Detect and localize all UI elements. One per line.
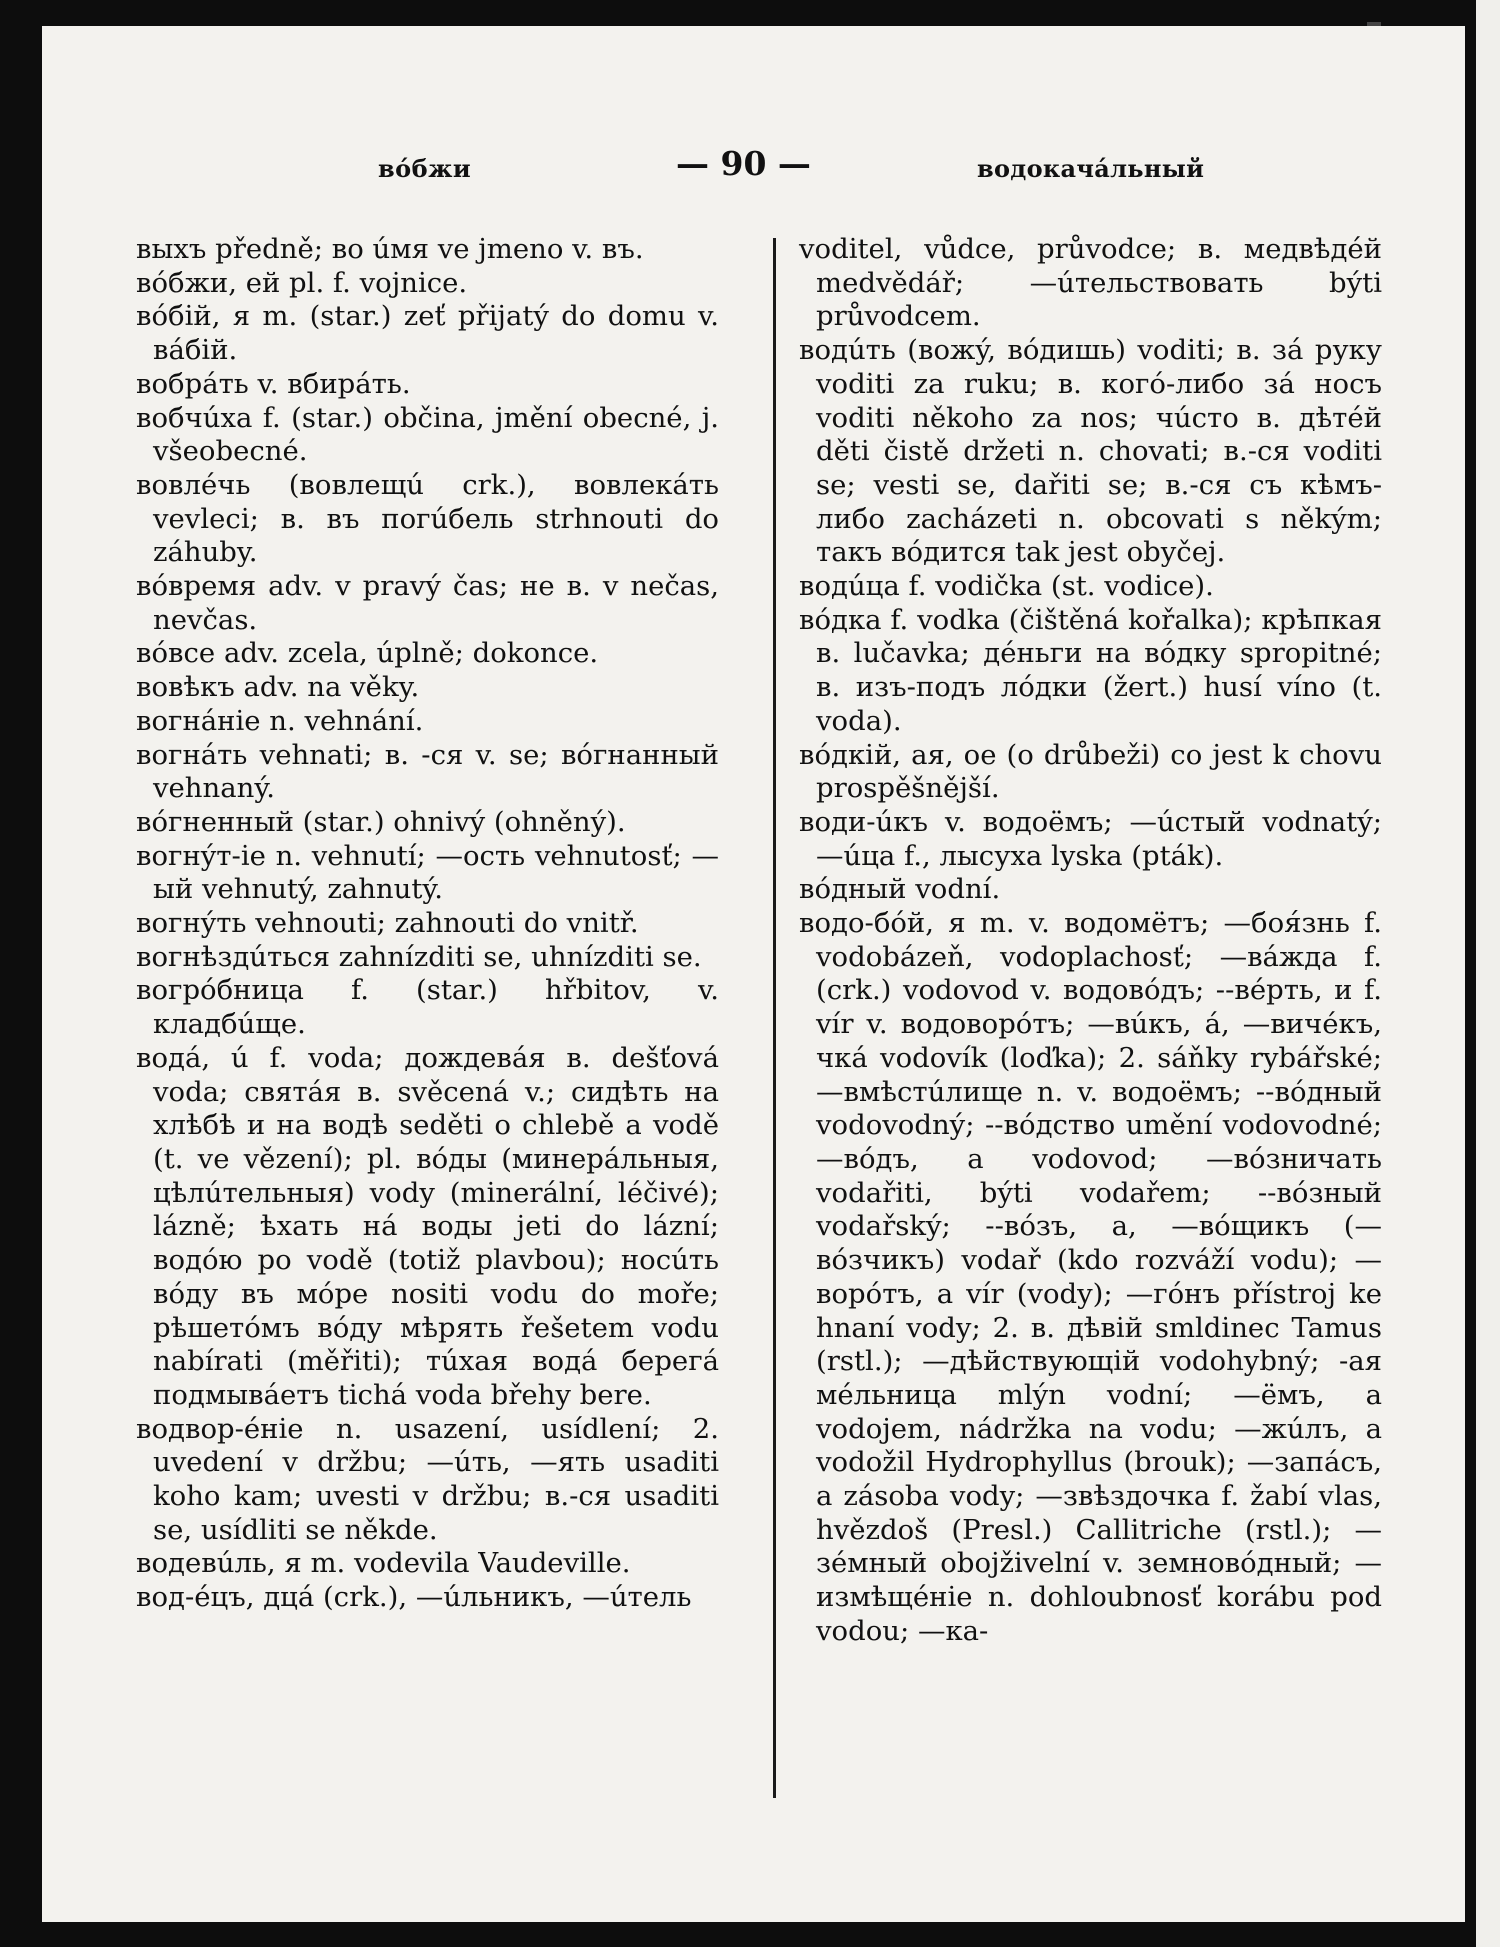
dictionary-entry: водо-бóй, я m. v. водомётъ; —боя́знь f. vodobázeň, vodoplachosť; —вáжда f. (crk.) vodovod v. водовóдъ; --вéрть, и f. vír v. водоворóтъ; —вúкъ, á, —вичéкъ, чкá vodovík (loďka); 2. sáňky rybářské; —вмѣстúлище n. v. водоёмъ; --вóдный vodovodný; --вóдство umění vodovodné; —вóдъ, a vodovod; —вóзничать vodařiti, býti vodařem; --вóзный vodařský; --вóзъ, а, —вóщикъ (—вóзчикъ) vodař (kdo rozváží vodu); —ворóтъ, а vír (vody); —гóнъ přístroj ke hnaní vody; 2. в. дѣвій smldinec Tamus (rstl.); —дѣйствующій vodohybný; -ая мéльница mlýn vodní; —ёмъ, a vodojem, nádržka na vodu; —жúлъ, a vodožil Hydrophyllus (brouk); —запáсъ, a zásoba vody; —звѣздочка f. žabí vlas, hvězdoš (Presl.) Callitriche (rstl.); —зéмный obojživelní v. земновóдный; —измѣщéніе n. dohloubnosť korábu pod vodou; —ка- bbox=[799, 907, 1382, 1647]
dictionary-entry: вод-éцъ, дцá (crk.), —úльникъ, —úтель bbox=[136, 1581, 692, 1614]
dictionary-entry: выхъ předně; во úмя ve jmeno v. въ. bbox=[136, 233, 644, 265]
dictionary-entry: voditel, vůdce, průvodce; в. медвѣдéй medvědář; —úтельствовать býti průvodcem. bbox=[799, 233, 1382, 333]
dictionary-entry: вовлéчь (вовлещú crk.), вовлекáть vevleci; в. въ погúбель strhnouti do záhuby. bbox=[136, 468, 719, 569]
dictionary-entry: вóгненный (star.) ohnivý (ohněný). bbox=[136, 805, 626, 838]
dictionary-entry: вóвремя adv. v pravý čas; не в. v nečas, nevčas. bbox=[136, 570, 719, 636]
dictionary-entry: водевúль, я m. vodevila Vaudeville. bbox=[136, 1547, 631, 1580]
dictionary-entry: водвор-éніе n. usazení, usídlení; 2. uvedení v držbu; —úть, —ять usaditi koho kam; uvesti v držbu; в.-ся usaditi se, usídliti se někde. bbox=[136, 1412, 719, 1546]
left-guide-word: вóбжи bbox=[378, 154, 472, 183]
page-number: — 90 — bbox=[676, 144, 811, 183]
dictionary-entry: вобрáть v. вбирáть. bbox=[136, 367, 411, 400]
column-divider bbox=[773, 238, 776, 1798]
dictionary-entry: вовѣкъ adv. na věky. bbox=[136, 671, 420, 704]
dictionary-entry: вогрóбница f. (star.) hřbitov, v. кладбúще. bbox=[136, 974, 719, 1041]
dictionary-entry: вóдный vodní. bbox=[799, 873, 1001, 906]
dictionary-entry: води-úкъ v. водоёмъ; —úстый vodnatý; —úца f., лысуха lyska (pták). bbox=[799, 805, 1382, 872]
dictionary-entry: вогнáть vehnati; в. -ся v. se; вóгнанный vehnaný. bbox=[136, 738, 719, 805]
dictionary-entry: вогнýть vehnouti; zahnouti do vnitř. bbox=[136, 907, 639, 940]
right-column bbox=[799, 233, 1382, 1649]
dictionary-entry: вогнáніе n. vehnání. bbox=[136, 704, 424, 737]
dictionary-entry: водúть (вожý, вóдишь) voditi; в. зá руку voditi za ruku; в. когó-либо зá носъ voditi někoho za nos; чúсто в. дѣтéй děti čistě držeti n. chovati; в.-ся voditi se; vesti se, dařiti se; в.-ся съ кѣмъ-либо zacházeti n. obcovati s někým; такъ вóдится tak jest obyčej. bbox=[799, 334, 1382, 569]
dictionary-entry: вогнýт-іе n. vehnutí; —ость vehnutosť; —ый vehnutý, zahnutý. bbox=[136, 839, 719, 906]
dictionary-entry: вóвсе adv. zcela, úplně; dokonce. bbox=[136, 637, 599, 670]
dictionary-entry: вóбій, я m. (star.) zeť přijatý do domu v. вáбій. bbox=[136, 300, 719, 367]
dictionary-entry: водá, ú f. voda; дождевáя в. dešťová voda; святáя в. svěcená v.; сидѣть на хлѣбѣ и на водѣ seděti o chlebě a vodě (t. ve vězení); pl. вóды (минерáльныя, цѣлúтельныя) vody (minerální, léčivé); lázně; ѣхать нá воды jeti do lázní; водóю po vodě (totiž plavbou); носúть вóду въ мóре nositi vodu do moře; рѣшетóмъ вóду мѣрять řešetem vodu nabírati (měřiti); тúхая водá берегá подмывáетъ tichá voda břehy bere. bbox=[136, 1041, 719, 1411]
page-header bbox=[42, 144, 1465, 184]
dictionary-entry: вобчúха f. (star.) občina, jmění obecné, j. všeobecné. bbox=[136, 401, 719, 468]
left-column bbox=[136, 233, 719, 1615]
right-guide-word: водокачáльный bbox=[977, 154, 1205, 183]
dictionary-entry: вóбжи, ей pl. f. vojnice. bbox=[136, 266, 468, 299]
dictionary-entry: вогнѣздúться zahnízditi se, uhnízditi se. bbox=[136, 940, 702, 973]
scan-edge-mark bbox=[1367, 22, 1381, 26]
dictionary-entry: вóдкій, ая, ое (o drůbeži) co jest k chovu prospěšnější. bbox=[799, 738, 1382, 805]
adjacent-page-edge bbox=[1476, 0, 1500, 1947]
dictionary-entry: вóдка f. vodka (čištěná kořalka); крѣпкая в. lučavka; дéньги на вóдку spropitné; в. изъ-подъ лóдки (žert.) husí víno (t. voda). bbox=[799, 603, 1382, 737]
dictionary-entry: водúца f. vodička (st. vodice). bbox=[799, 570, 1214, 603]
dictionary-page bbox=[42, 26, 1465, 1922]
